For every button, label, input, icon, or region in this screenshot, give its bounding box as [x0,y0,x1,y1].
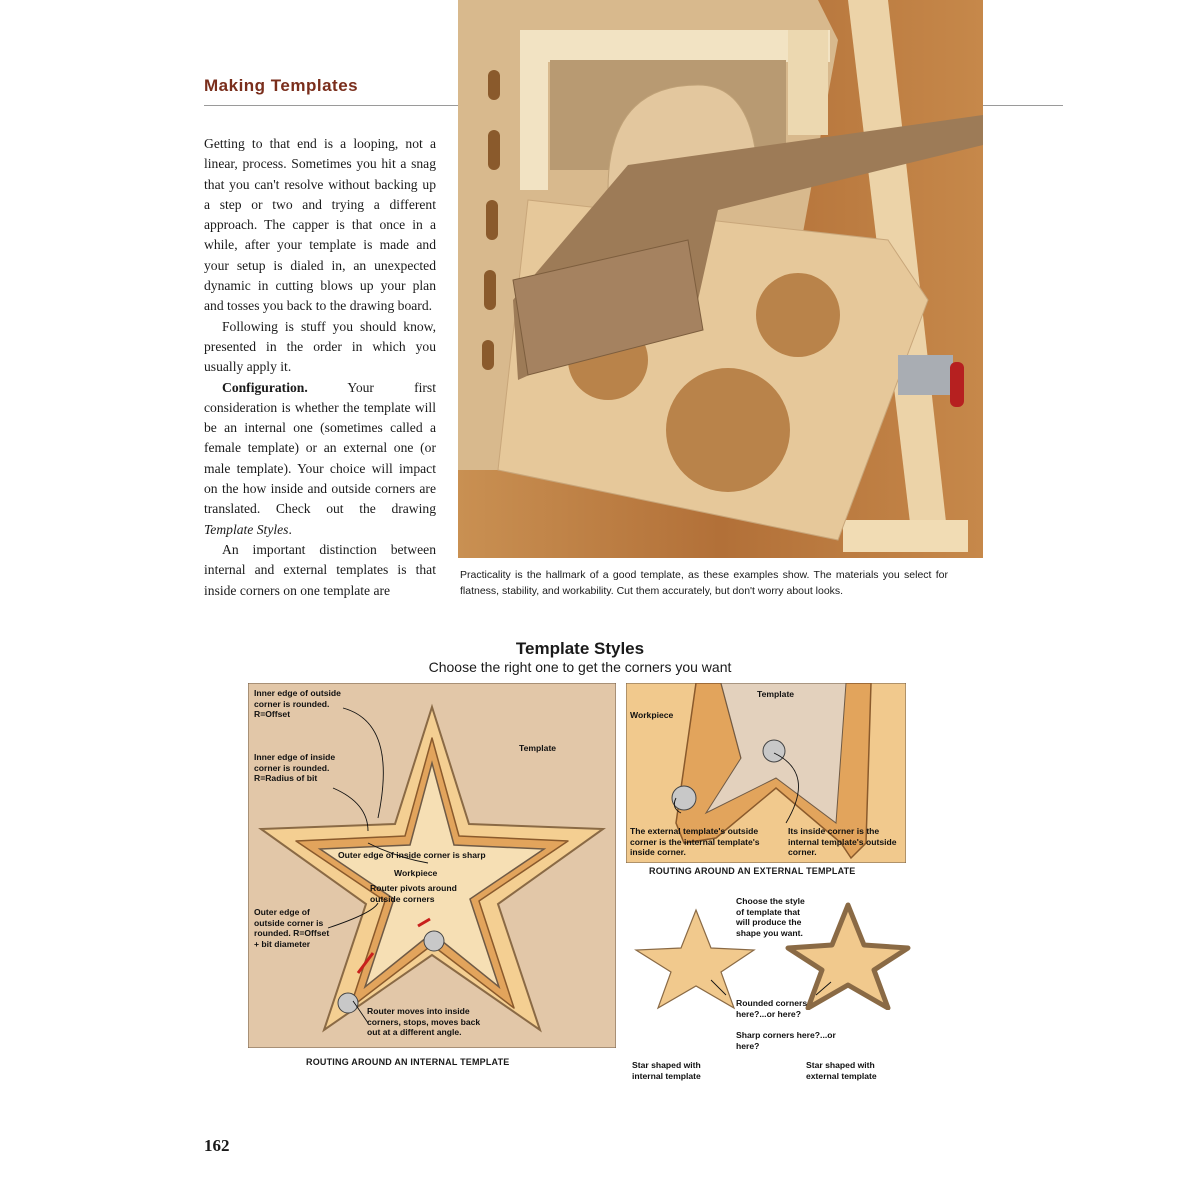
callout-external-outside: The external template's outside corner is the internal template's inside corner. [630,826,760,857]
run-in-heading: Configuration. [222,379,308,395]
router-bit-2 [338,993,358,1013]
templates-photo-drawing [458,0,983,558]
router-bit-1 [424,931,444,951]
workpiece-label-external: Workpiece [630,710,674,720]
frame-right [788,30,828,135]
star-label-external: Star shaped with external template [806,1060,877,1081]
header-rule [204,105,458,106]
frame-top [520,30,830,62]
header-rule-right [983,105,1063,106]
photo-caption: Practicality is the hallmark of a good template, as these examples show. The materials you select for flatness, stability, and workability. Cut them accurately, but don't worry about looks. [460,569,948,597]
callout-router-pivots: Router pivots around outside corners [370,883,457,904]
paragraph-3-text-b: . [288,521,292,537]
paragraph-1: Getting to that end is a looping, not a linear, process. Sometimes you hit a snag that you can't resolve without backing up a step or two and trying a different approach. The capper is that once in a while, after your template is made and your setup is dialed in, an unexpected dynamic in cutting blows up your plan and tosses you back to the drawing board. [204,136,436,314]
callout-inner-outside: Inner edge of outside corner is rounded. R=Offset [254,688,341,719]
paragraph-3-text-a: Your first consideration is whether the template will be an internal one (sometimes called a female template) or an external one (or male template). Your choice will impact on the how inside and outside corners are translated. Check out the drawing [204,379,436,517]
frame-left [520,60,548,190]
internal-template-label: ROUTING AROUND AN INTERNAL TEMPLATE [306,1057,510,1067]
rounded-corner-star [788,905,908,1008]
callout-inside-corner: Its inside corner is the internal template's outside corner. [788,826,897,857]
callout-inner-inside: Inner edge of inside corner is rounded. R=Radius of bit [254,752,336,783]
page-number: 162 [204,1136,230,1155]
toggle-clamp [898,355,953,395]
star-label-internal: Star shaped with internal template [632,1060,701,1081]
template-label-internal: Template [519,743,557,753]
drawing-reference: Template Styles [204,521,289,537]
template-label-external: Template [757,689,795,699]
callout-choose-style: Choose the style of template that will produce the shape you want. [736,896,805,938]
external-template-label: ROUTING AROUND AN EXTERNAL TEMPLATE [649,866,856,876]
paragraph-2: Following is stuff you should know, presented in the order in which you usually apply it. [204,318,436,375]
section-title: Making Templates [204,76,359,95]
callout-outer-inside: Outer edge of inside corner is sharp [338,850,486,860]
paragraph-4: An important distinction between internal and external templates is that inside corners on one template are [204,541,436,598]
internal-template-drawing [248,683,616,1048]
callout-sharp-corners: Sharp corners here?...or here? [736,1030,836,1051]
workpiece-label-internal: Workpiece [394,868,438,878]
callout-router-moves: Router moves into inside corners, stops, moves back out at a different angle. [367,1006,481,1037]
foot-block [843,520,968,552]
figure-subtitle: Choose the right one to get the corners you want [428,659,732,675]
router-bit-4 [763,740,785,762]
paragraph-3 [204,378,436,540]
callout-rounded-corners: Rounded corners here?...or here? [736,998,808,1019]
figure-title: Template Styles [515,639,645,658]
callout-outer-outside: Outer edge of outside corner is rounded. R=Offset + bit diameter [254,907,330,949]
templates-photo [458,0,983,558]
body-text-column [204,134,436,624]
clamp-handle [950,362,964,407]
